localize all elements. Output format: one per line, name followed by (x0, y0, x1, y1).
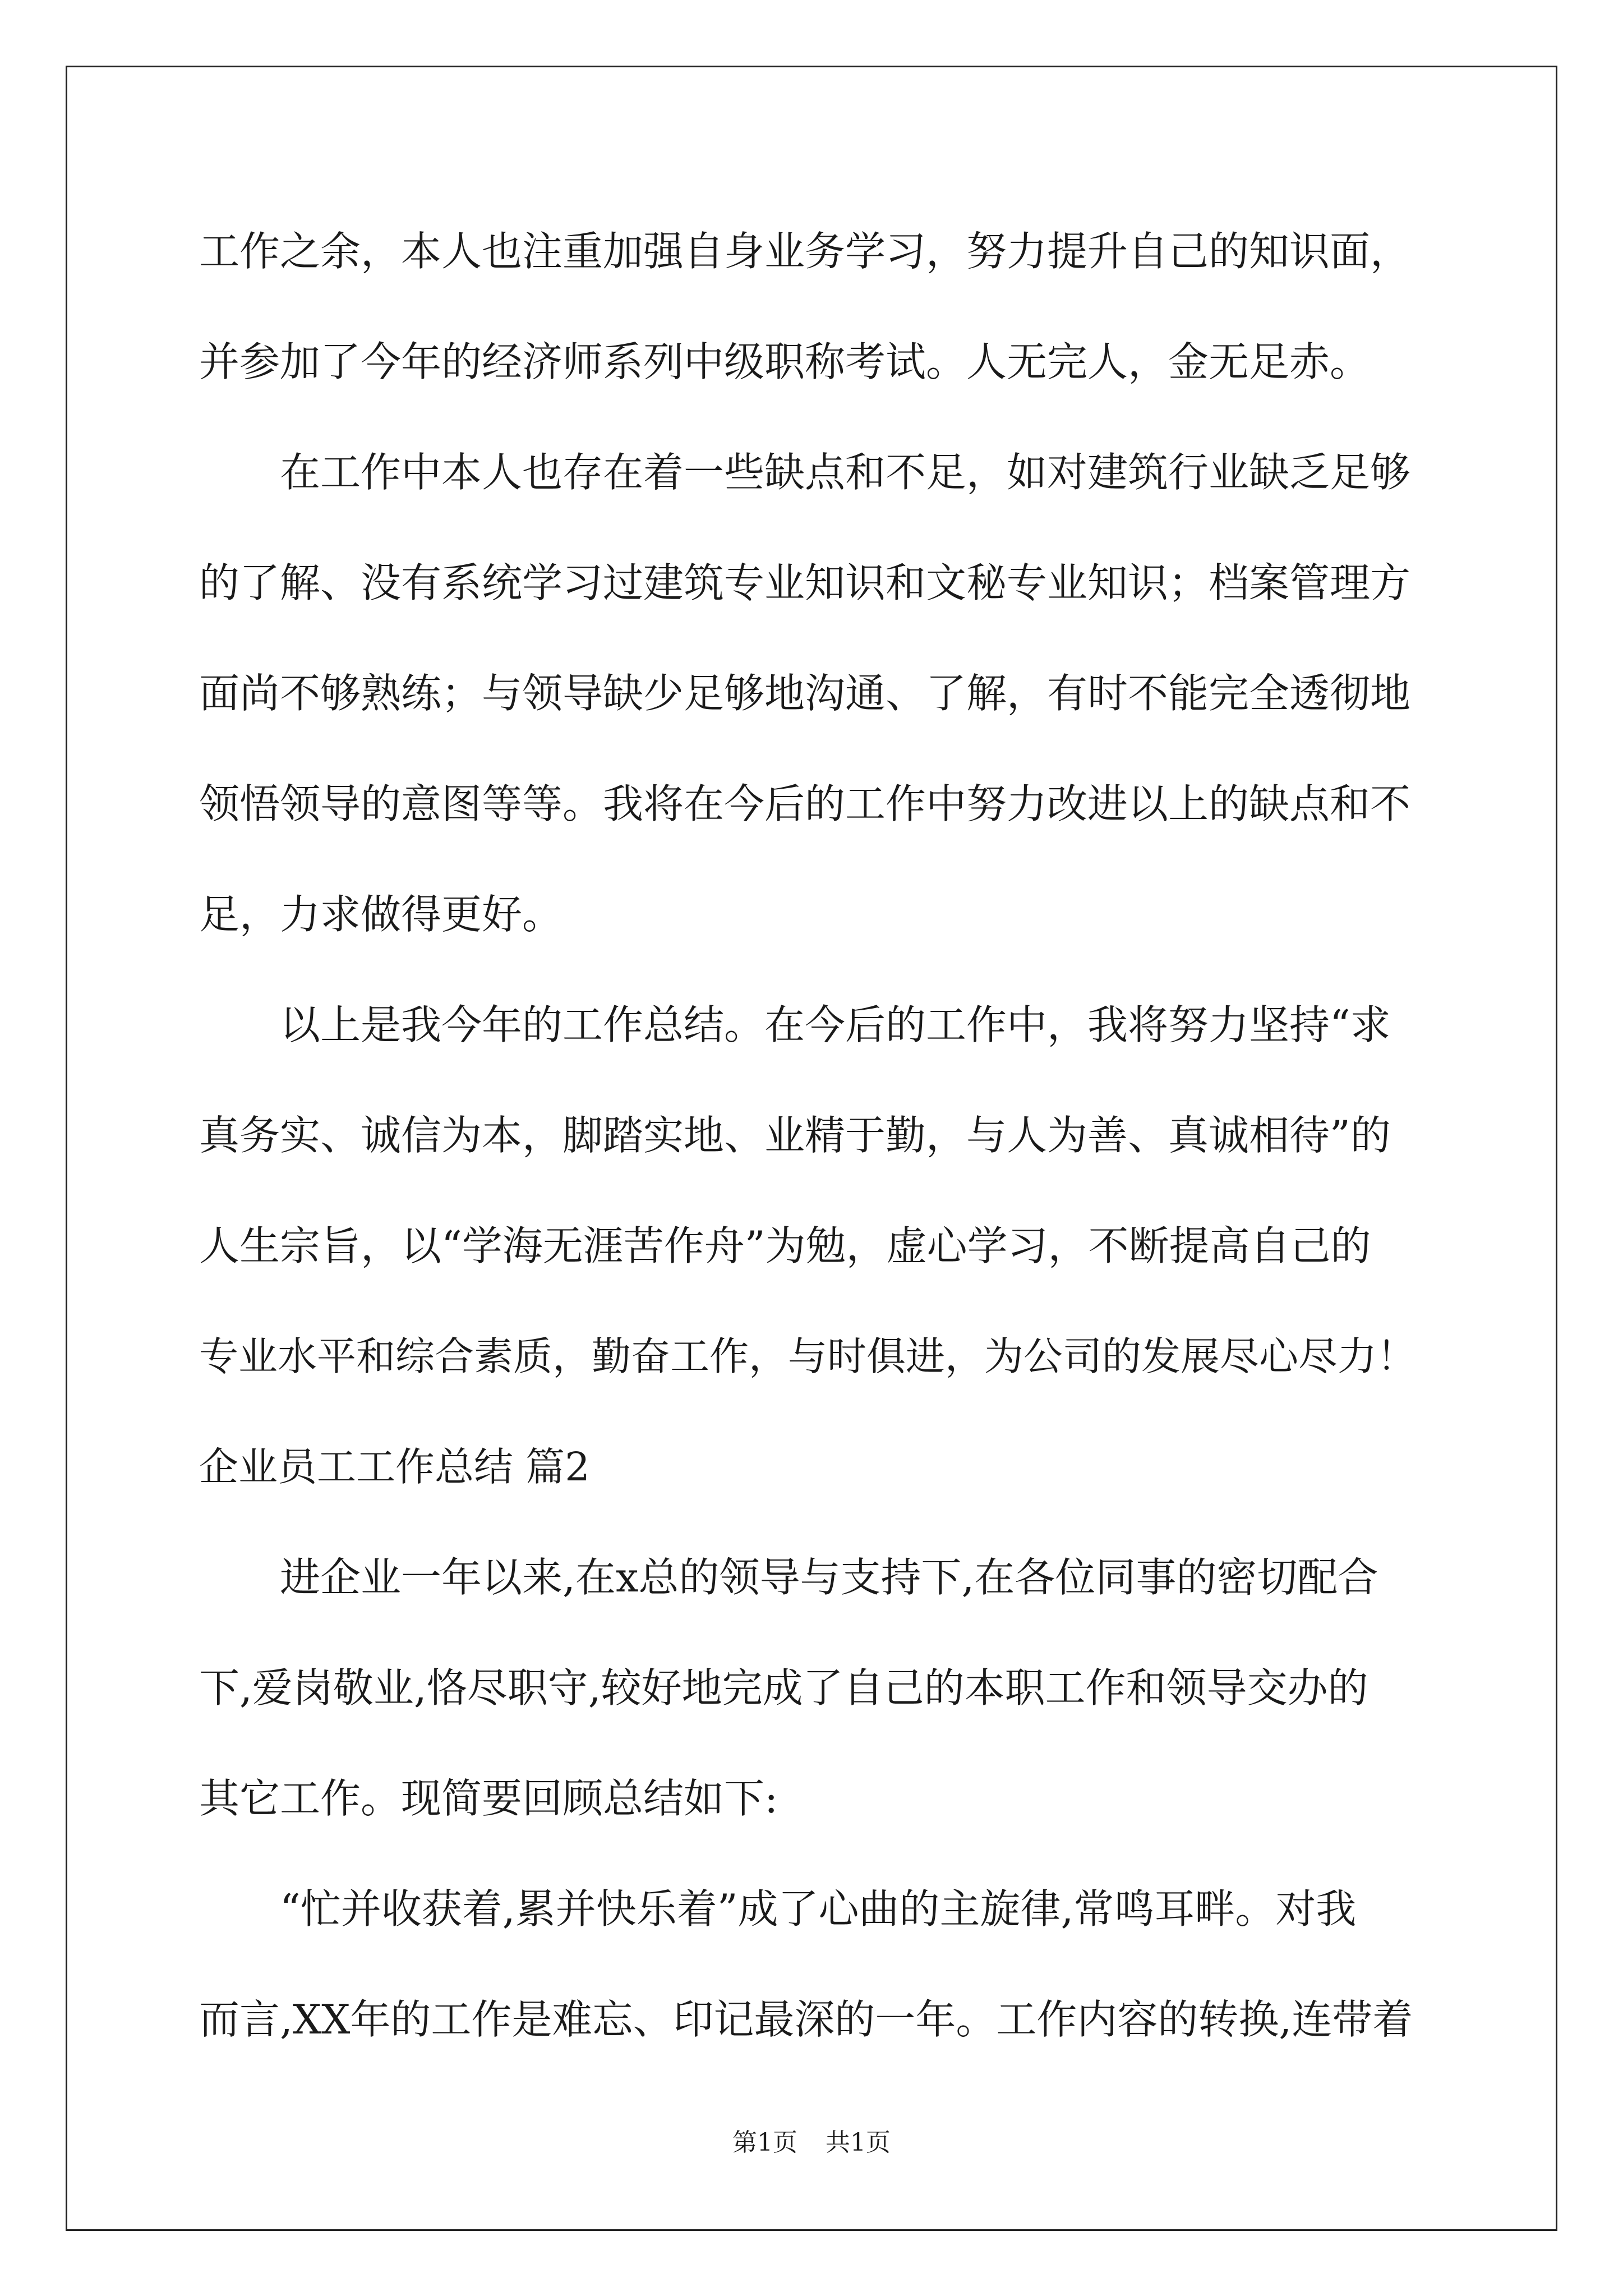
text-line: 领悟领导的意图等等。我将在今后的工作中努力改进以上的缺点和不 (199, 780, 1411, 827)
text-line: 的了解、没有系统学习过建筑专业知识和文秘专业知识；档案管理方 (199, 559, 1411, 606)
text-line: 下,爱岗敬业,恪尽职守,较好地完成了自己的本职工作和领导交办的 (199, 1664, 1368, 1711)
page-footer (0, 2126, 1623, 2160)
text-line: 而言,XX年的工作是难忘、印记最深的一年。工作内容的转换,连带着 (199, 1996, 1413, 2043)
text-line: 其它工作。现简要回顾总结如下: (199, 1775, 778, 1822)
text-line: 专业水平和综合素质，勤奋工作，与时俱进，为公司的发展尽心尽力！ (199, 1333, 1416, 1379)
text-line: 真务实、诚信为本，脚踏实地、业精于勤，与人为善、真诚相待”的 (199, 1112, 1391, 1159)
text-line: 足，力求做得更好。 (199, 891, 563, 938)
document-body (199, 196, 1433, 2075)
section-heading: 企业员工工作总结 篇2 (199, 1444, 590, 1490)
text-line: 并参加了今年的经济师系列中级职称考试。人无完人，金无足赤。 (199, 338, 1371, 385)
text-line: 以上是我今年的工作总结。在今后的工作中，我将努力坚持“求 (199, 1001, 1391, 1048)
text-line: 人生宗旨，以“学海无涯苦作舟”为勉，虚心学习，不断提高自己的 (199, 1222, 1371, 1269)
page-number-current: 第1页 (732, 2128, 797, 2157)
text-line: 面尚不够熟练；与领导缺少足够地沟通、了解，有时不能完全透彻地 (199, 670, 1411, 717)
page-number-total: 共1页 (826, 2128, 891, 2157)
text-line: 工作之余，本人也注重加强自身业务学习，努力提升自己的知识面， (199, 228, 1411, 275)
text-line: 在工作中本人也存在着一些缺点和不足，如对建筑行业缺乏足够 (199, 449, 1411, 496)
text-line: 进企业一年以来,在x总的领导与支持下,在各位同事的密切配合 (199, 1554, 1378, 1601)
text-line: “忙并收获着,累并快乐着”成了心曲的主旋律,常鸣耳畔。对我 (199, 1885, 1357, 1932)
